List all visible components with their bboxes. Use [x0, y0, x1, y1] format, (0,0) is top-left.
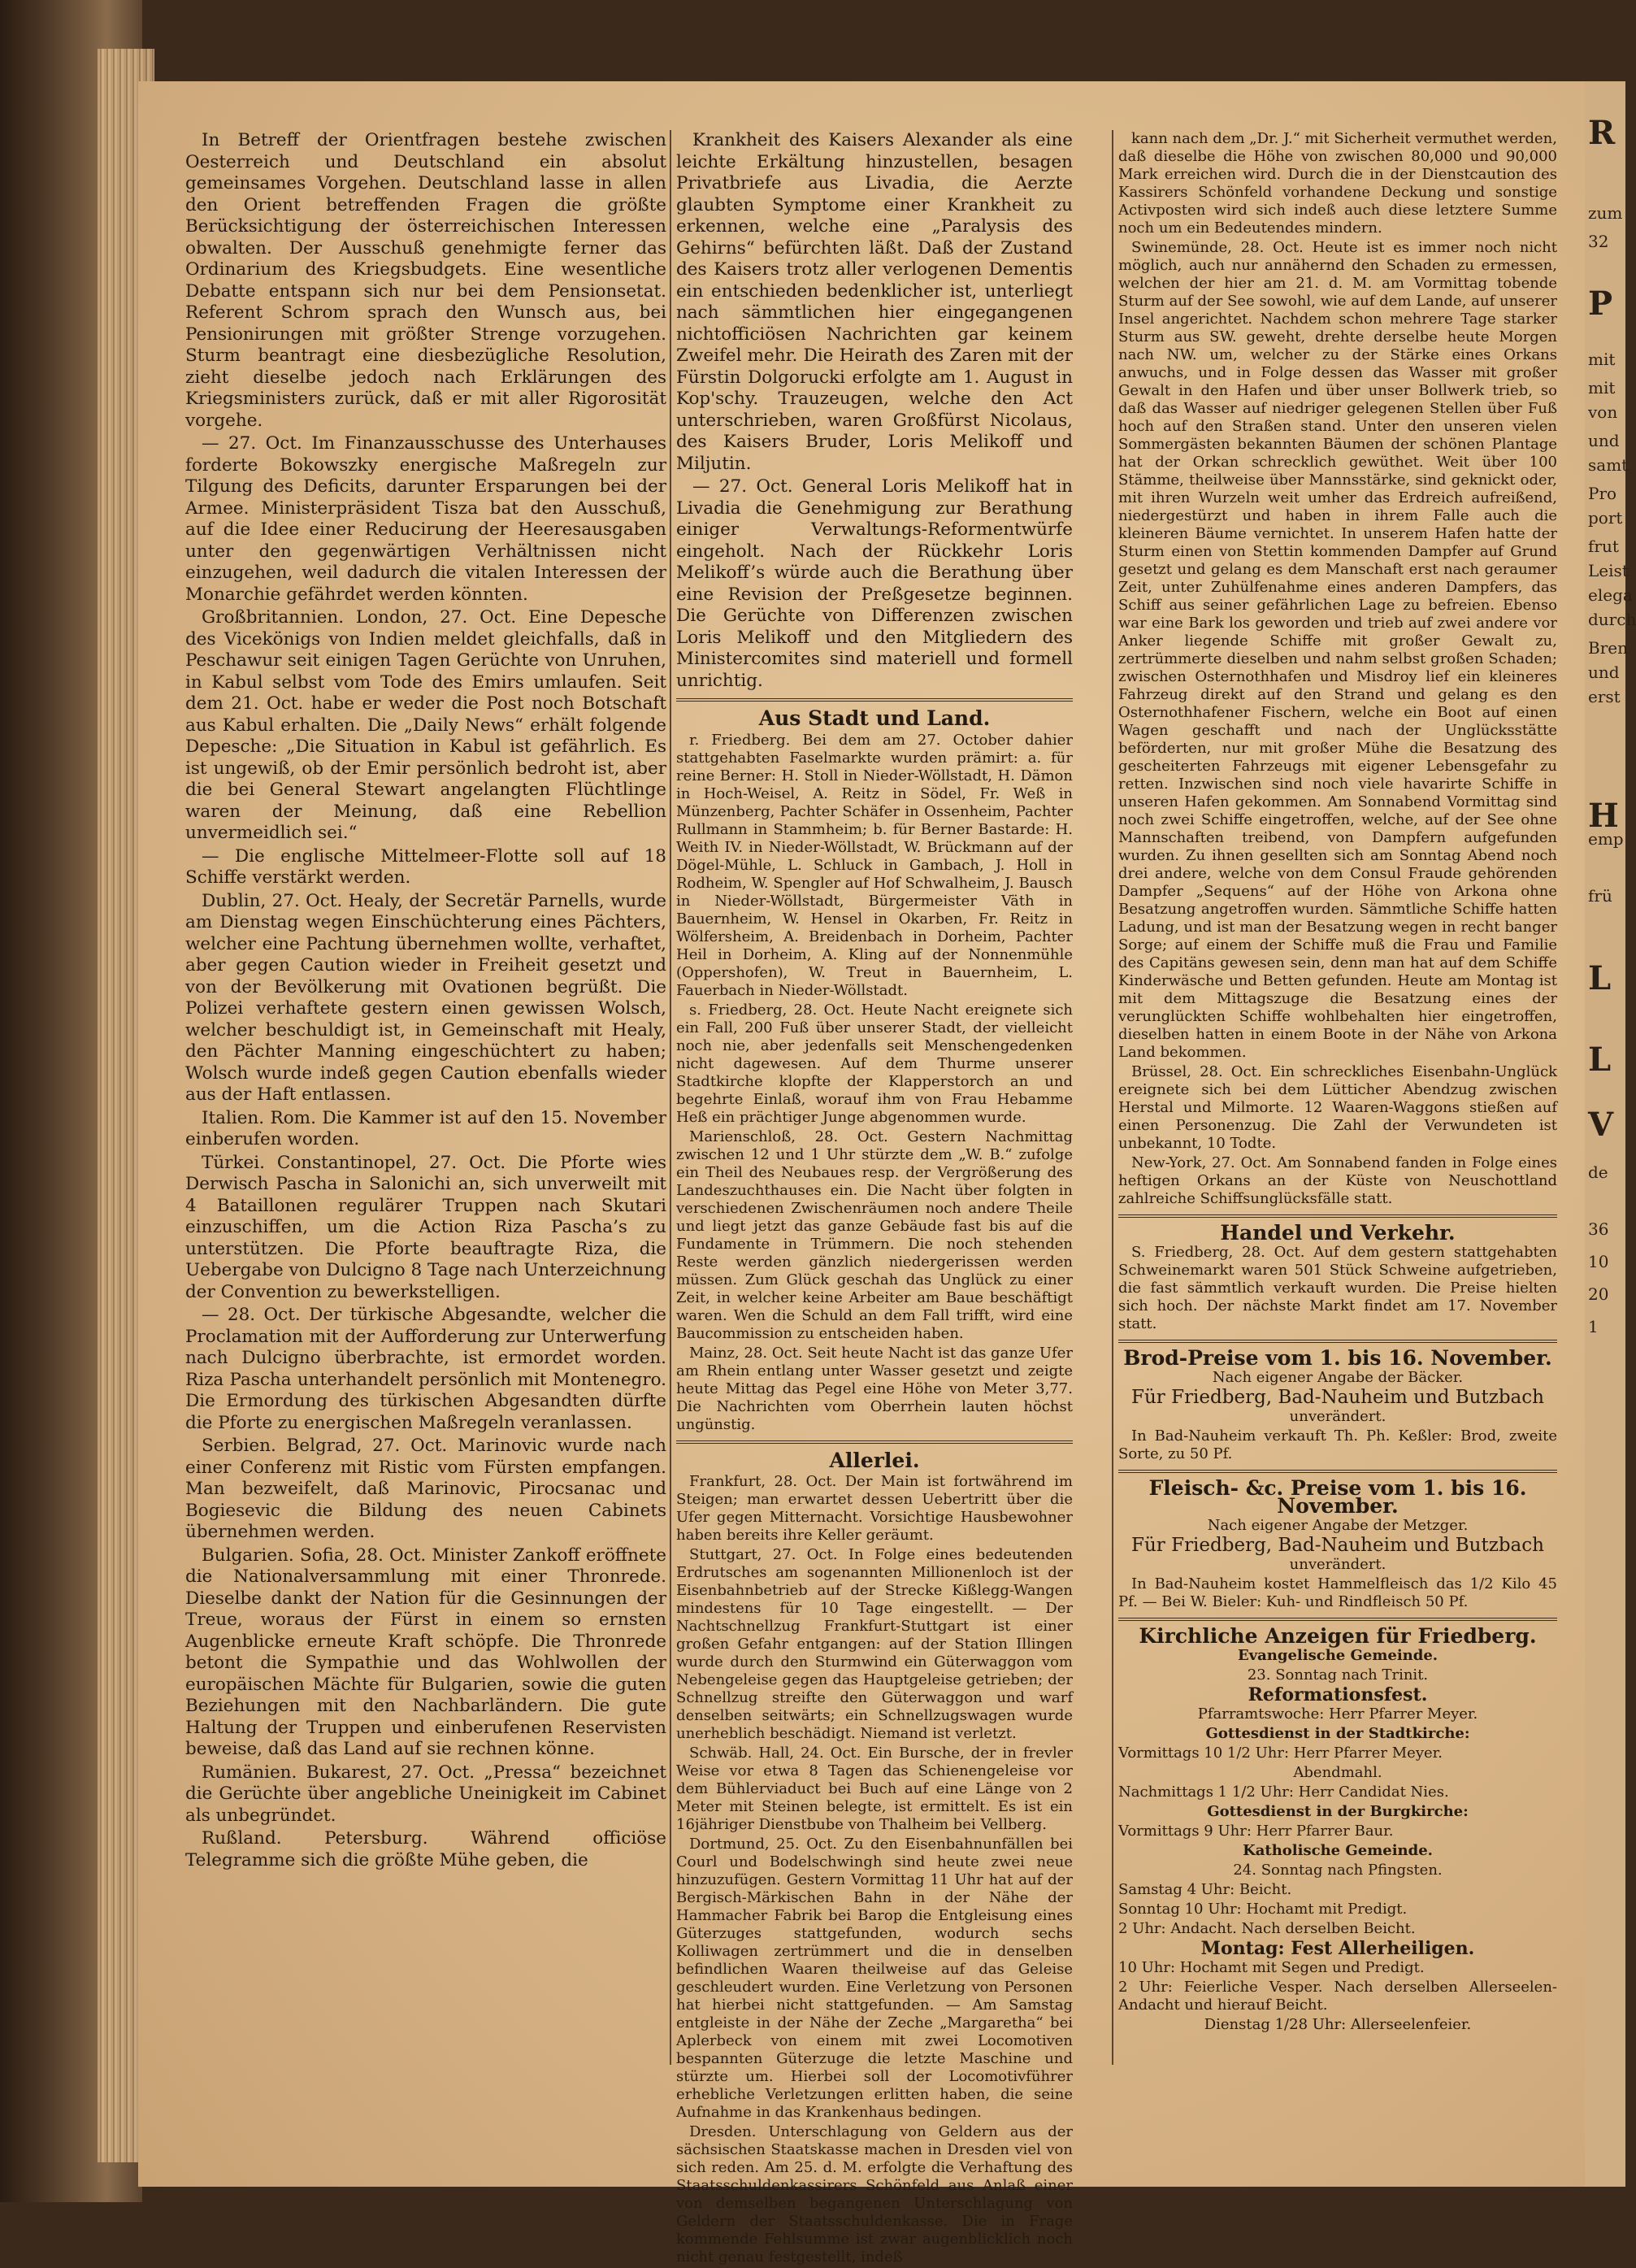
strip-fragment: 1: [1588, 1317, 1599, 1336]
section-divider: [676, 698, 1073, 702]
kirche-line: Samstag 4 Uhr: Beicht.: [1118, 1881, 1292, 1898]
strip-fragment: mit: [1588, 350, 1616, 369]
strip-fragment: elega: [1588, 585, 1633, 605]
strip-fragment: P: [1588, 285, 1613, 323]
paragraph: — 27. Oct. Im Finanzausschusse des Unterhauses forderte Bokowszky energische Maßregeln zur Tilgung des Deficits, darunter Ersparungen bei der Armee. Ministerpräsident Tisza bat den Ausschuß, auf die Idee einer Reducirung der Heeresausgaben unter den gegenwärtigen Verhältnissen nicht einzugehen, weil dadurch die vitalen Interessen der Monarchie gefährdet werden könnten.: [185, 433, 666, 605]
strip-fragment: 10: [1588, 1252, 1609, 1271]
kirche-line: Abendmahl.: [1293, 1764, 1382, 1781]
strip-fragment: Pro: [1588, 484, 1617, 503]
column-1: [185, 130, 666, 1873]
strip-fragment: samt: [1588, 455, 1629, 475]
kirche-title: Kirchliche Anzeigen für Friedberg.: [1139, 1624, 1537, 1648]
column-2: [676, 130, 1073, 2268]
strip-fragment: H: [1588, 797, 1619, 835]
strip-fragment: V: [1588, 1106, 1614, 1144]
fleisch-sub: Nach eigener Angabe der Metzger.: [1207, 1517, 1469, 1534]
paragraph: — 27. Oct. General Loris Melikoff hat in Livadia die Genehmigung zur Berathung einiger Verwaltungs-Reformentwürfe eingeholt. Nach der Rückkehr Loris Melikoff’s würde auch die Berathung über eine Revision der Preßgesetze beginnen. Die Gerüchte von Differenzen zwischen Loris Melikoff und den Mitgliedern des Ministercomites sind materiell und formell unrichtig.: [676, 476, 1073, 691]
strip-fragment: 36: [1588, 1219, 1609, 1239]
paragraph: New-York, 27. Oct. Am Sonnabend fanden in Folge eines heftigen Orkans an der Küste von Neuschottland zahlreiche Schiffsunglücksfälle statt.: [1118, 1154, 1557, 1207]
strip-fragment: L: [1588, 959, 1612, 997]
paragraph: — Die englische Mittelmeer-Flotte soll auf 18 Schiffe verstärkt werden.: [185, 845, 666, 888]
paragraph: s. Friedberg, 28. Oct. Heute Nacht ereignete sich ein Fall, 200 Fuß über unserer Stadt, der vielleicht noch nie, aber jedenfalls seit Menschengedenken nicht dagewesen. Auf dem Thurme unserer Stadtkirche klopfte der Klapperstorch an und begehrte Einlaß, worauf ihm von Frau Hebamme Heß ein prächtiger Junge abgenommen wurde.: [676, 1001, 1073, 1126]
next-page-strip: [1585, 81, 1636, 2187]
strip-fragment: erst: [1588, 687, 1621, 706]
brod-sub: Nach eigener Angabe der Bäcker.: [1212, 1369, 1464, 1386]
column-rule: [1112, 130, 1113, 2065]
section-divider: [1118, 1214, 1557, 1218]
paragraph: Schwäb. Hall, 24. Oct. Ein Bursche, der in frevler Weise vor etwa 8 Tagen das Schienengeleise vor dem Bühlerviaduct bei Buch auf eine Länge von 2 Meter mit Steinen belegte, ist ermittelt. Es ist ein 16jähriger Dienstbube von Thalheim bei Vellberg.: [676, 1744, 1073, 1833]
section-divider: [1118, 1618, 1557, 1621]
fleisch-title: Fleisch- &c. Preise vom 1. bis 16. November.: [1148, 1476, 1527, 1518]
strip-fragment: frü: [1588, 886, 1612, 906]
section-heading-stadt: Aus Stadt und Land.: [758, 706, 991, 730]
strip-fragment: 20: [1588, 1284, 1609, 1304]
section-stadt: [676, 732, 1073, 1434]
paragraph: kann nach dem „Dr. J.“ mit Sicherheit vermuthet werden, daß dieselbe die Höhe von zwischen 80,000 und 90,000 Mark erreichen wird. Durch die in der Dienstcaution des Kassirers Schönfeld vorhandene Deckung und sonstige Activposten wird sich indeß auch diese letztere Summe noch um ein Bedeutendes mindern.: [1118, 130, 1557, 237]
paragraph: — 28. Oct. Der türkische Abgesandte, welcher die Proclamation mit der Aufforderung zur Unterwerfung nach Dulcigno überbrachte, ist ermordet worden. Riza Pascha unterhandelt persönlich mit Montenegro. Die Ermordung des türkischen Abgesandten dürfte die Pforte zu energischen Maßregeln veranlassen.: [185, 1305, 666, 1433]
paragraph: Bulgarien. Sofia, 28. Oct. Minister Zankoff eröffnete die Nationalversammlung mit einer Thronrede. Dieselbe dankt der Nation für die Gesinnungen der Treue, woraus der Fürst in einem so ernsten Augenblicke erneute Kraft schöpfe. Die Thronrede betont die Sympathie und das Wohlwollen der europäischen Mächte für Bulgarien, sowie die guten Beziehungen mit den Nachbarländern. Die gute Haltung der Truppen und einberufenen Reservisten beweise, daß das Land auf sie rechnen könne.: [185, 1545, 666, 1759]
paragraph: Rumänien. Bukarest, 27. Oct. „Pressa“ bezeichnet die Gerüchte über angebliche Uneinigkeit im Cabinet als unbegründet.: [185, 1762, 666, 1826]
kirche-line: Dienstag 1/28 Uhr: Allerseelenfeier.: [1204, 2016, 1472, 2033]
brod-status: unverändert.: [1289, 1408, 1386, 1425]
paragraph: Großbritannien. London, 27. Oct. Eine Depesche des Vicekönigs von Indien meldet gleichfalls, daß in Peschawur seit einigen Tagen Gerüchte von Unruhen, in Kabul selbst vom Tode des Emirs umlaufen. Seit dem 21. Oct. habe er weder die Post noch Botschaft aus Kabul erhalten. Die „Daily News“ erhält folgende Depesche: „Die Situation in Kabul ist gefährlich. Es ist ungewiß, ob der Emir persönlich bedroht ist, aber die bei General Stewart angelangten Flüchtlinge waren der Meinung, daß eine Rebellion unvermeidlich sei.“: [185, 607, 666, 843]
kirche-montag: Montag: Fest Allerheiligen.: [1200, 1938, 1475, 1959]
column-rule: [670, 130, 671, 2065]
strip-fragment: L: [1588, 1041, 1612, 1079]
strip-fragment: R: [1588, 114, 1616, 152]
fleisch-status: unverändert.: [1289, 1556, 1386, 1573]
paragraph: Swinemünde, 28. Oct. Heute ist es immer noch nicht möglich, auch nur annähernd den Schaden zu ermessen, welchen der hier am 21. d. M. am Vormittag tobende Sturm auf der See sowohl, wie auf dem Lande, auf unserer Insel angerichtet. Nachdem schon mehrere Tage starker Sturm aus SW. geweht, drehte derselbe heute Morgen nach NW. um, welcher zu der Stärke eines Orkans anwuchs, und in Folge dessen das Wasser mit großer Gewalt in den Hafen und über unser Bollwerk trieb, so daß das Wasser auf niedriger gelegenen Stellen über Fuß hoch auf den Straßen stand. Unter den unseren vielen Sommergästen bekannten Bäumen der schönen Plantage hat der Orkan schrecklich gewüthet. Weit über 100 Stämme, theilweise über Mannsstärke, sind geknickt oder, mit ihren Wurzeln weit umher das Erdreich aufreißend, niedergestürzt und haben in ihrem Falle auch die kleineren Bäume vernichtet. In unserem Hafen hatte der Sturm einen von Stettin kommenden Dampfer auf Grund gesetzt und gelang es dem Manschaft erst nach geraumer Zeit, unter Zuhülfenahme eines anderen Dampfers, das Schiff aus seiner gefährlichen Lage zu befreien. Ebenso war eine Bark los geworden und trieb auf zwei andere vor Anker liegende Schiffe mit großer Gewalt zu, zertrümmerte dieselben und nahm selbst großen Schaden; zwischen Osternothhafen und Misdroy lief ein kleineres Fahrzeug direkt auf den Strand und gelang es den Osternothhafener Fischern, welche ein Boot auf einen Wagen geschafft und nach der Unglücksstätte beförderten, nur mit großer Mühe die Besatzung des gescheiterten Fahrzeugs mit eigener Lebensgefahr zu retten. Inzwischen sind noch viele havarirte Schiffe in unseren Hafen gekommen. Am Sonnabend Vormittag sind noch zwei Schiffe eingetroffen, welche, auf der See ohne Mannschaften treibend, von Dampfern aufgefunden wurden. Zu ihnen gesellten sich am Sonntag Abend noch drei andere, welche von dem Consul Fraude gehörenden Dampfer „Sequens“ auf der Höhe von Arkona ohne Besatzung angetroffen wurden. Sämmtliche Schiffe hatten Ladung, und ist man der Besatzung wegen in recht banger Sorge; auf einem der Schiffe muß die Frau und Familie des Capitäns gewesen sein, denn man hat auf dem Schiffe Kinderwäsche und Betten gefunden. Heute am Montag ist mit dem Mittagszuge die Besatzung eines der verunglückten Schiffe wohlbehalten hier eingetroffen, dieselben hatten in einem Boote in der Nähe von Arkona Land bekommen.: [1118, 239, 1557, 1061]
strip-fragment: de: [1588, 1162, 1608, 1182]
kirche-line: 2 Uhr: Andacht. Nach derselben Beicht.: [1118, 1920, 1416, 1937]
section-heading-allerlei: Allerlei.: [829, 1448, 920, 1472]
paragraph: Rußland. Petersburg. Während officiöse Telegramme sich die größte Mühe geben, die: [185, 1828, 666, 1870]
kirche-woche: Pfarramtswoche: Herr Pfarrer Meyer.: [1197, 1705, 1478, 1723]
paragraph: r. Friedberg. Bei dem am 27. October dahier stattgehabten Faselmarkte wurden prämirt: a. für reine Berner: H. Stoll in Nieder-Wöllstadt, H. Dämon in Hoch-Weisel, A. Reitz in Södel, Fr. Weß in Münzenberg, Pachter Schäfer in Ossenheim, Pachter Rullmann in Stammheim; b. für Berner Bastarde: H. Weith IV. in Nieder-Wöllstadt, W. Brückmann auf der Dögel-Mühle, L. Schluck in Gambach, J. Holl in Rodheim, W. Spengler auf Hof Schwalheim, J. Bausch in Nieder-Wöllstadt, Bürgermeister Väth in Bauernheim, W. Hensel in Okarben, Fr. Reitz in Wölfersheim, A. Breidenbach in Dorheim, Pachter Heil in Dorheim, A. Kling auf der Nonnenmühle (Oppershofen), W. Treut in Bauernheim, L. Fauerbach in Nieder-Wöllstadt.: [676, 731, 1073, 999]
strip-fragment: frut: [1588, 537, 1619, 556]
paragraph: Stuttgart, 27. Oct. In Folge eines bedeutenden Erdrutsches am sogenannten Millionenloch ist der Eisenbahnbetrieb auf der Strecke Kißlegg-Wangen mindestens für 10 Tage eingestellt. — Der Nachtschnellzug Frankfurt-Stuttgart ist einer großen Gefahr entgangen: auf der Station Illingen wurde durch den Sturmwind ein Güterwaggon vom Nebengeleise gegen das Hauptgeleise getrieben; der Schnellzug streifte den Güterwaggon und warf denselben seitwärts; ein Schnellzugswagen wurde unerheblich beschädigt. Niemand ist verletzt.: [676, 1546, 1073, 1742]
strip-fragment: von: [1588, 402, 1618, 422]
strip-fragment: und: [1588, 663, 1620, 682]
kirche-line: 10 Uhr: Hochamt mit Segen und Predigt.: [1118, 1959, 1425, 1976]
kirche-ev: Evangelische Gemeinde.: [1237, 1647, 1439, 1664]
kirche-line: Vormittags 9 Uhr: Herr Pfarrer Baur.: [1118, 1823, 1394, 1840]
paragraph: Dortmund, 25. Oct. Zu den Eisenbahnunfällen bei Courl und Bodelschwingh sind heute zwei neue hinzuzufügen. Gestern Vormittag 11 Uhr hat auf der Bergisch-Märkischen Bahn in der Nähe der Hammacher Fabrik bei Barop die Entgleisung eines Güterzuges stattgefunden, wodurch sechs Kolliwagen zertrümmert und die in denselben befindlichen Waaren theilweise auf das Geleise geschleudert wurden. Eine Verletzung von Personen hat hierbei nicht stattgefunden. — Am Samstag entgleiste in der Nähe der Zeche „Margaretha“ bei Aplerbeck von einem mit zwei Locomotiven bespannten Güterzuge die letzte Maschine und stürzte um. Hierbei soll der Locomotivführer erhebliche Verletzungen erlitten haben, die seine Aufnahme in das Krankenhaus bedingen.: [676, 1836, 1073, 2121]
kirche-sunday2: 24. Sonntag nach Pfingsten.: [1233, 1862, 1443, 1879]
paragraph: Italien. Rom. Die Kammer ist auf den 15. November einberufen worden.: [185, 1107, 666, 1149]
strip-fragment: Leist: [1588, 561, 1629, 580]
paragraph: S. Friedberg, 28. Oct. Auf dem gestern stattgehabten Schweinemarkt waren 501 Stück Schweine aufgetrieben, die fast sämmtlich verkauft wurden. Die Preise hielten sich hoch. Der nächste Markt findet am 17. November statt.: [1118, 1244, 1557, 1332]
strip-fragment: zum: [1588, 203, 1623, 223]
kirche-line: 2 Uhr: Feierliche Vesper. Nach derselben Allerseelen-Andacht und hierauf Beicht.: [1118, 1979, 1557, 2014]
strip-fragment: durch: [1588, 610, 1636, 629]
strip-fragment: port: [1588, 508, 1623, 528]
fleisch-note: In Bad-Nauheim kostet Hammelfleisch das 1/2 Kilo 45 Pf. — Bei W. Bieler: Kuh- und Rindfleisch 50 Pf.: [1118, 1575, 1557, 1610]
fleisch-places: Für Friedberg, Bad-Nauheim und Butzbach: [1131, 1535, 1544, 1556]
brod-note: In Bad-Nauheim verkauft Th. Ph. Keßler: Brod, zweite Sorte, zu 50 Pf.: [1118, 1427, 1557, 1462]
kirche-line: Vormittags 10 1/2 Uhr: Herr Pfarrer Meyer.: [1118, 1744, 1443, 1762]
strip-fragment: mit: [1588, 378, 1616, 398]
paragraph: Frankfurt, 28. Oct. Der Main ist fortwährend im Steigen; man erwartet dessen Uebertritt über die Ufer gegen Mitternacht. Vorsichtige Hausbewohner haben bereits ihre Keller geräumt.: [676, 1473, 1073, 1544]
kirche-line: Nachmittags 1 1/2 Uhr: Herr Candidat Nies.: [1118, 1784, 1449, 1801]
strip-fragment: Bren: [1588, 638, 1628, 658]
brod-places: Für Friedberg, Bad-Nauheim und Butzbach: [1131, 1387, 1544, 1408]
paragraph: Dublin, 27. Oct. Healy, der Secretär Parnells, wurde am Dienstag wegen Einschüchterung eines Pächters, welcher eine Pachtung übernehmen wollte, verhaftet, aber gegen Caution wieder in Freiheit gesetzt und von der Bevölkerung mit Ovationen begrüßt. Die Polizei verhaftete gestern einen gewissen Wolsch, welcher beschuldigt ist, in Gemeinschaft mit Healy, den Pächter Manning eingeschüchtert zu haben; Wolsch wurde indeß gegen Caution ebenfalls wieder aus der Haft entlassen.: [185, 890, 666, 1105]
section-allerlei: [676, 1473, 1073, 2266]
column-3: [1118, 130, 1557, 2036]
paragraph: Mainz, 28. Oct. Seit heute Nacht ist das ganze Ufer am Rhein entlang unter Wasser gesetzt und zeigte heute Mittag das Pegel eine Höhe von Meter 3,77. Die Nachrichten vom Oberrhein lauten höchst ungünstig.: [676, 1344, 1073, 1433]
section-divider: [1118, 1470, 1557, 1473]
brod-title: Brod-Preise vom 1. bis 16. November.: [1123, 1346, 1552, 1370]
paragraph: Brüssel, 28. Oct. Ein schreckliches Eisenbahn-Unglück ereignete sich bei dem Lütticher Abendzug zwischen Herstal und Milmorte. 12 Waaren-Waggons stießen auf einen Personenzug. Die Zahl der Verwundeten ist unbekannt, 10 Todte.: [1118, 1063, 1557, 1152]
paragraph: Türkei. Constantinopel, 27. Oct. Die Pforte wies Derwisch Pascha in Salonichi an, sich unverweilt mit 4 Bataillonen regulärer Truppen nach Skutari einzuschiffen, um die Action Riza Pascha’s zu unterstützen. Die Pforte beauftragte Riza, die Uebergabe von Dulcigno 8 Tage nach Unterzeichnung der Convention zu bewerkstelligen.: [185, 1152, 666, 1302]
paragraph: Marienschloß, 28. Oct. Gestern Nachmittag zwischen 12 und 1 Uhr stürzte dem „W. B.“ zufolge ein Theil des Neubaues resp. der Vergrößerung des Landeszuchthauses ein. Die Nacht über folgten in verschiedenen Zwischenräumen noch andere Theile und liegt jetzt das ganze Gebäude fast bis auf die Fundamente in Trümmern. Die noch stehenden Reste werden gänzlich niedergerissen werden müssen. Zum Glück geschah das Unglück zu einer Zeit, in welcher keine Arbeiter am Baue beschäftigt waren. Wen die Schuld an dem Fall trifft, wird eine Baucommission zu entscheiden haben.: [676, 1127, 1073, 1342]
kirche-kath: Katholische Gemeinde.: [1243, 1842, 1433, 1859]
kirche-fest: Reformationsfest.: [1248, 1684, 1428, 1705]
kirche-gd1: Gottesdienst in der Stadtkirche:: [1205, 1725, 1470, 1742]
kirche-line: Sonntag 10 Uhr: Hochamt mit Predigt.: [1118, 1901, 1408, 1918]
paragraph: Dresden. Unterschlagung von Geldern aus der sächsischen Staatskasse machen in Dresden viel von sich reden. Am 25. d. M. erfolgte die Verhaftung des Staatsschuldenkassirers Schönfeld aus Anlaß einer von demselben begangenen Unterschlagung von Geldern der Staatsschuldenkasse. Die in Frage kommende Fehlsumme ist zwar augenblicklich noch nicht genau festgestellt, indeß: [676, 2123, 1073, 2266]
kirche-gd2: Gottesdienst in der Burgkirche:: [1207, 1803, 1469, 1820]
strip-fragment: emp: [1588, 829, 1624, 849]
section-heading-handel: Handel und Verkehr.: [1220, 1221, 1456, 1245]
section-divider: [1118, 1340, 1557, 1343]
paragraph: Serbien. Belgrad, 27. Oct. Marinovic wurde nach einer Conferenz mit Ristic vom Fürsten empfangen. Man bezweifelt, daß Marinovic, Pirocsanac und Bogiesevic die Bildung des neuen Cabinets übernehmen werden.: [185, 1436, 666, 1542]
section-divider: [676, 1440, 1073, 1444]
strip-fragment: 32: [1588, 232, 1609, 251]
kirche-sunday: 23. Sonntag nach Trinit.: [1247, 1666, 1429, 1684]
paragraph: In Betreff der Orientfragen bestehe zwischen Oesterreich und Deutschland ein absolut gemeinsames Vorgehen. Deutschland lasse in allen den Orient betreffenden Fragen die größte Berücksichtigung der österreichischen Interessen obwalten. Der Ausschuß genehmigte ferner das Ordinarium des Kriegsbudgets. Eine wesentliche Debatte entspann sich nur bei dem Pensionsetat. Referent Schrom sprach den Wunsch aus, bei Pensionirungen mit größter Strenge vorzugehen. Sturm beantragt eine diesbezügliche Resolution, zieht dieselbe jedoch nach Erklärungen des Kriegsministers zurück, daß er mit aller Rigorosität vorgehe.: [185, 130, 666, 431]
strip-fragment: und: [1588, 431, 1620, 450]
paragraph: Krankheit des Kaisers Alexander als eine leichte Erkältung hinzustellen, besagen Privatbriefe aus Livadia, die Aerzte glaubten Symptome einer Krankheit zu erkennen, welche eine „Paralysis des Gehirns“ befürchten läßt. Daß der Zustand des Kaisers trotz aller verlogenen Dementis ein entschieden bedenklicher ist, unterliegt nach sämmtlichen hier eingegangenen nichtofficiösen Nachrichten gar keinem Zweifel mehr. Die Heirath des Zaren mit der Fürstin Dolgorucki erfolgte am 1. August in Kop'schy. Trauzeugen, welche den Act unterschrieben, waren Großfürst Nicolaus, des Kaisers Bruder, Loris Melikoff und Miljutin.: [676, 130, 1073, 474]
